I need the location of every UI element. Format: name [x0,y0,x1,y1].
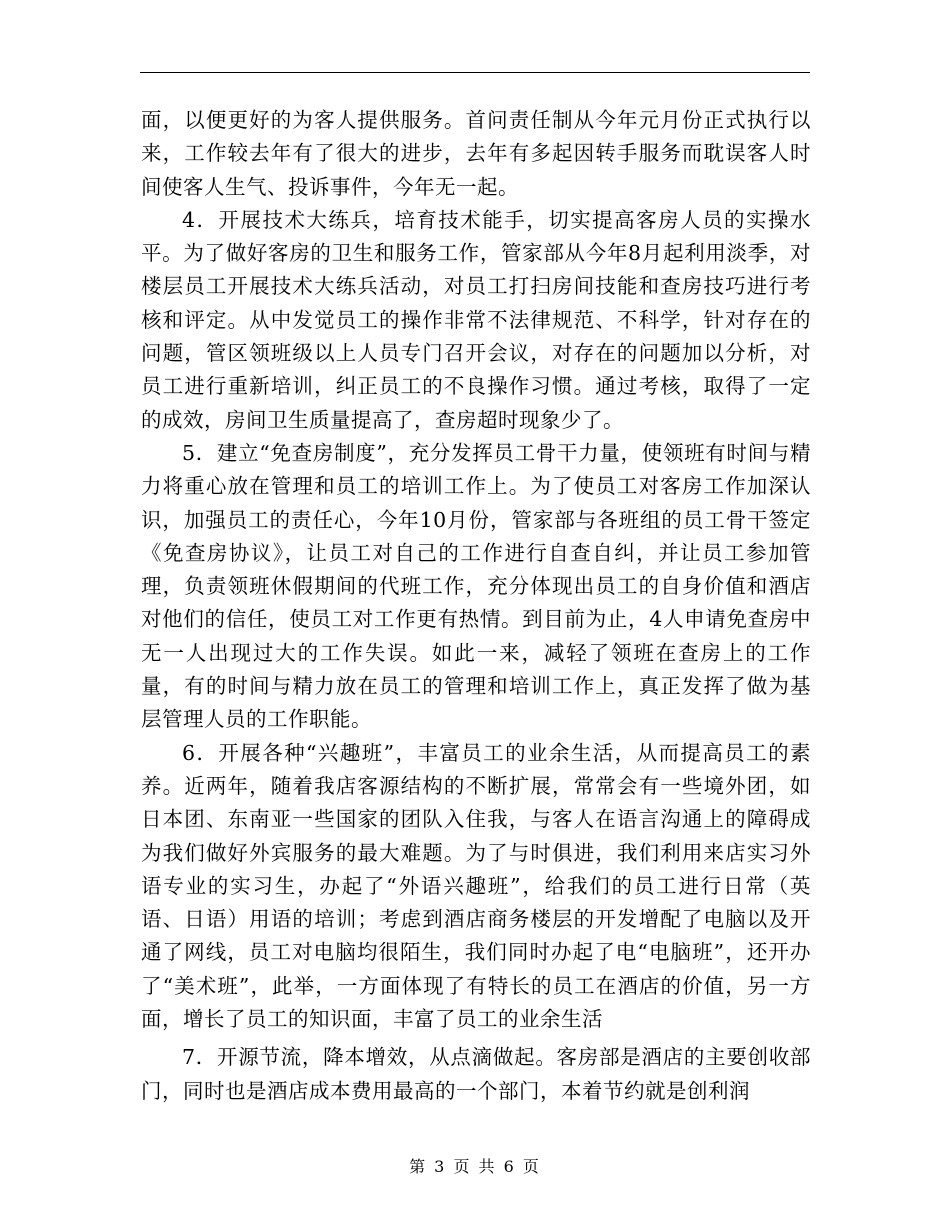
paragraph-continuation: 面，以便更好的为客人提供服务。首问责任制从今年元月份正式执行以来，工作较去年有了很大的进步，去年有多起因转手服务而耽误客人时间使客人生气、投诉事件，今年无一起。 [141,108,811,199]
paragraph-item-7: 7．开源节流，降本增效，从点滴做起。客房部是酒店的主要创收部门，同时也是酒店成本费用最高的一个部门，本着节约就是创利润 [141,1045,811,1103]
paragraph-item-6: 6．开展各种“兴趣班”，丰富员工的业余生活，从而提高员工的素养。近两年，随着我店客源结构的不断扩展，常常会有一些境外团，如日本团、东南亚一些国家的团队入住我，与客人在语言沟通上的障碍成为我们做好外宾服务的最大难题。为了与时俱进，我们利用来店实习外语专业的实习生，办起了“外语兴趣班”，给我们的员工进行日常（英语、日语）用语的培训；考虑到酒店商务楼层的开发增配了电脑以及开通了网线，员工对电脑均很陌生，我们同时办起了电“电脑班”，还开办了“美术班”，此举，一方面体现了有特长的员工在酒店的价值，另一方面，增长了员工的知识面，丰富了员工的业余生活 [141,740,811,1032]
header-rule [140,72,810,73]
page-footer: 第 3 页 共 6 页 [409,1157,541,1176]
paragraph-item-4: 4．开展技术大练兵，培育技术能手，切实提高客房人员的实操水平。为了做好客房的卫生和服务工作，管家部从今年8月起利用淡季，对楼层员工开展技术大练兵活动，对员工打扫房间技能和查房技巧进行考核和评定。从中发觉员工的操作非常不法律规范、不科学，针对存在的问题，管区领班级以上人员专门召开会议，对存在的问题加以分析，对员工进行重新培训，纠正员工的不良操作习惯。通过考核，取得了一定的成效，房间卫生质量提高了，查房超时现象少了。 [141,207,811,432]
paragraph-item-5: 5．建立“免查房制度”，充分发挥员工骨干力量，使领班有时间与精力将重心放在管理和员工的培训工作上。为了使员工对客房工作加深认识，加强员工的责任心，今年10月份，管家部与各班组的员工骨干签定《免查房协议》，让员工对自己的工作进行自查自纠，并让员工参加管理，负责领班休假期间的代班工作，充分体现出员工的自身价值和酒店对他们的信任，使员工对工作更有热情。到目前为止，4人申请免查房中无一人出现过大的工作失误。如此一来，减轻了领班在查房上的工作量，有的时间与精力放在员工的管理和培训工作上，真正发挥了做为基层管理人员的工作职能。 [141,440,811,732]
body-text [141,104,811,1108]
